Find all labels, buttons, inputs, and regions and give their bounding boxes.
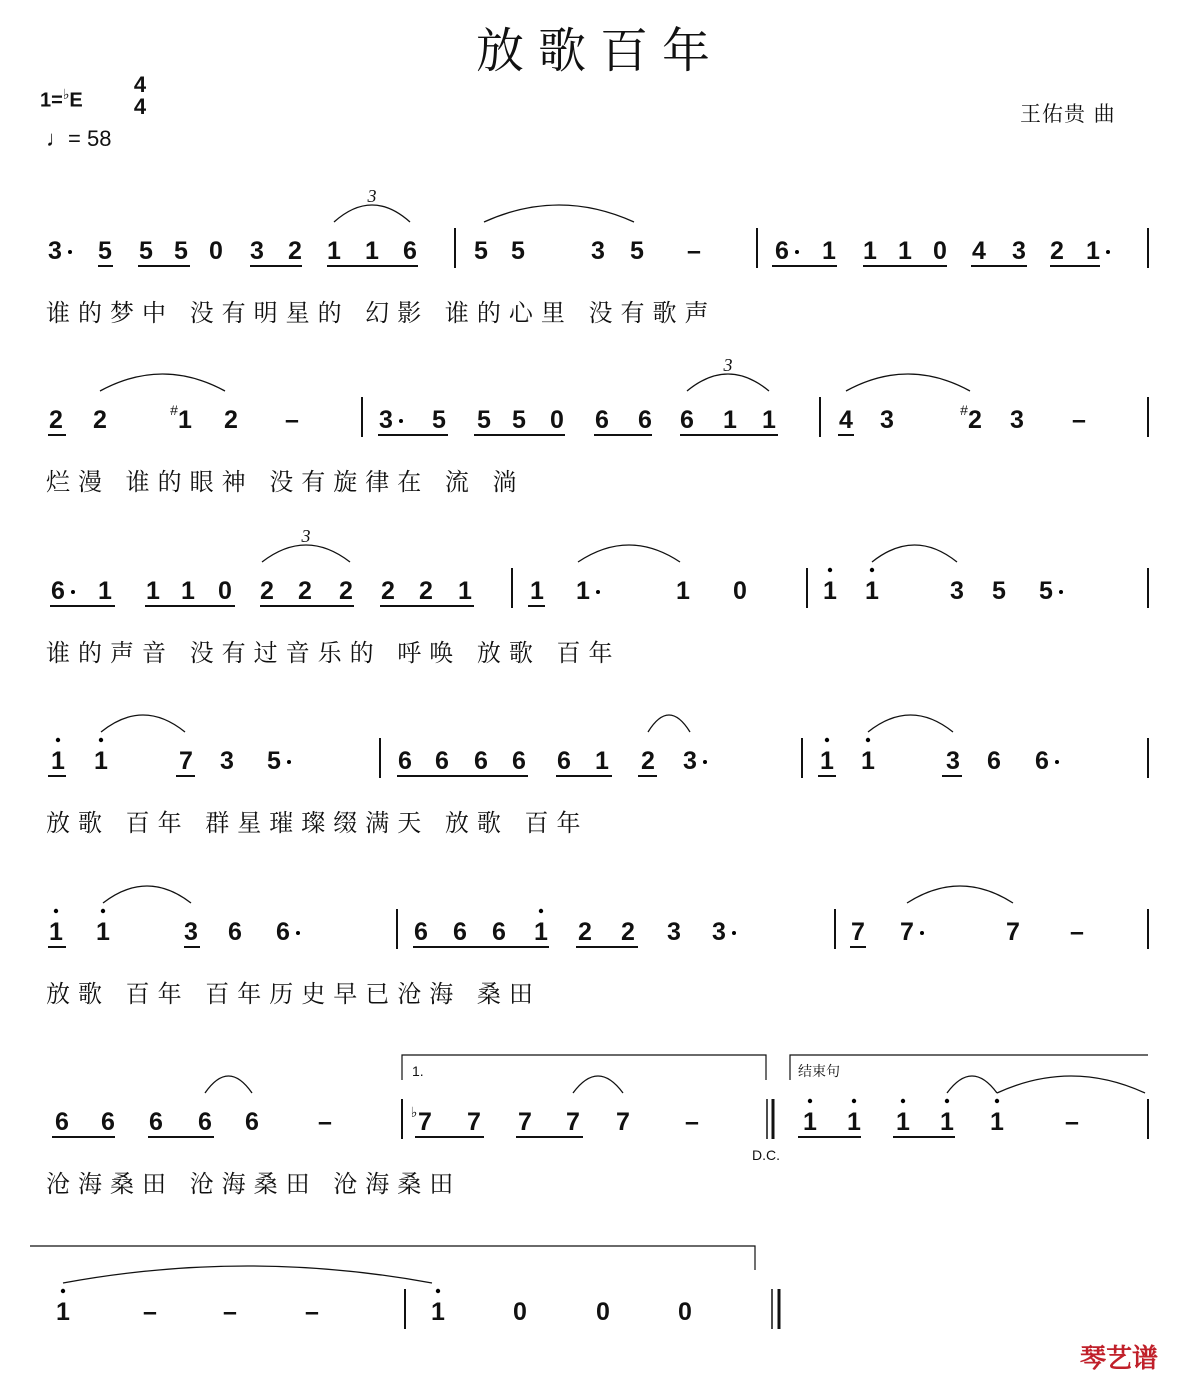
note-4-12: 3 xyxy=(712,918,726,946)
note-2-13: 1 xyxy=(676,577,690,605)
slur xyxy=(63,1266,432,1283)
augmentation-dot xyxy=(920,931,924,935)
high-octave-dot xyxy=(825,738,829,742)
note-1-18: 3 xyxy=(1010,406,1024,434)
note-1-7: 5 xyxy=(477,406,491,434)
flat-icon: ♭ xyxy=(62,86,70,102)
tuplet-number: 3 xyxy=(301,526,311,546)
note-0-10: 5 xyxy=(474,237,488,265)
lyrics-line-4: 放歌 百年 百年历史早已沧海 桑田 xyxy=(46,980,541,1008)
note-6-6: 0 xyxy=(596,1298,610,1326)
slur xyxy=(334,205,410,222)
note-0-20: 4 xyxy=(972,237,986,265)
note-6-5: 0 xyxy=(513,1298,527,1326)
note-3-5: 6 xyxy=(398,747,412,775)
note-4-10: 2 xyxy=(621,918,635,946)
note-5-12: 1 xyxy=(803,1108,817,1136)
augmentation-dot xyxy=(399,419,403,423)
note-1-4: – xyxy=(285,406,299,434)
slur xyxy=(101,715,185,732)
note-4-4: 6 xyxy=(276,918,290,946)
note-6-1: – xyxy=(143,1298,157,1326)
high-octave-dot xyxy=(870,568,874,572)
note-0-14: – xyxy=(687,237,701,265)
note-5-14: 1 xyxy=(896,1108,910,1136)
note-5-5: – xyxy=(318,1108,332,1136)
volta1-label: 1. xyxy=(412,1063,424,1079)
high-octave-dot xyxy=(828,568,832,572)
note-4-16: – xyxy=(1070,918,1084,946)
note-2-14: 0 xyxy=(733,577,747,605)
note-0-4: 0 xyxy=(209,237,223,265)
note-5-16: 1 xyxy=(990,1108,1004,1136)
high-octave-dot xyxy=(54,909,58,913)
note-2-4: 0 xyxy=(218,577,232,605)
note-0-23: 1 xyxy=(1086,237,1100,265)
note-1-1: 2 xyxy=(93,406,107,434)
note-0-12: 3 xyxy=(591,237,605,265)
note-0-11: 5 xyxy=(511,237,525,265)
note-2-15: 1 xyxy=(823,577,837,605)
key-prefix: 1= xyxy=(40,89,63,112)
note-0-9: 6 xyxy=(403,237,417,265)
note-1-11: 6 xyxy=(638,406,652,434)
note-3-11: 2 xyxy=(641,747,655,775)
note-2-16: 1 xyxy=(865,577,879,605)
note-4-9: 2 xyxy=(578,918,592,946)
volta-bracket-continued xyxy=(30,1246,755,1270)
note-4-7: 6 xyxy=(492,918,506,946)
note-0-21: 3 xyxy=(1012,237,1026,265)
note-1-9: 0 xyxy=(550,406,564,434)
note-1-15: 4 xyxy=(839,406,853,434)
note-5-11: – xyxy=(685,1108,699,1136)
note-0-17: 1 xyxy=(863,237,877,265)
note-0-18: 1 xyxy=(898,237,912,265)
flat-icon: ♭ xyxy=(410,1104,418,1120)
note-2-5: 2 xyxy=(260,577,274,605)
slur xyxy=(103,886,191,903)
slur xyxy=(846,374,970,391)
slur xyxy=(868,715,953,732)
note-4-3: 6 xyxy=(228,918,242,946)
note-3-1: 1 xyxy=(94,747,108,775)
note-2-2: 1 xyxy=(146,577,160,605)
note-3-2: 7 xyxy=(179,747,193,775)
note-2-6: 2 xyxy=(298,577,312,605)
high-octave-dot xyxy=(901,1099,905,1103)
augmentation-dot xyxy=(68,250,72,254)
note-1-2: 1 xyxy=(178,406,192,434)
note-0-22: 2 xyxy=(1050,237,1064,265)
note-0-15: 6 xyxy=(775,237,789,265)
note-3-8: 6 xyxy=(512,747,526,775)
high-octave-dot xyxy=(101,909,105,913)
lyrics-line-0: 谁的梦中 没有明星的 幻影 谁的心里 没有歌声 xyxy=(46,299,717,327)
augmentation-dot xyxy=(795,250,799,254)
note-6-7: 0 xyxy=(678,1298,692,1326)
note-1-3: 2 xyxy=(224,406,238,434)
composer-credit: 王佑贵 曲 xyxy=(1020,102,1116,126)
augmentation-dot xyxy=(1055,760,1059,764)
note-3-10: 1 xyxy=(595,747,609,775)
note-3-4: 5 xyxy=(267,747,281,775)
high-octave-dot xyxy=(945,1099,949,1103)
note-0-7: 1 xyxy=(327,237,341,265)
note-2-11: 1 xyxy=(530,577,544,605)
note-4-15: 7 xyxy=(1006,918,1020,946)
note-1-10: 6 xyxy=(595,406,609,434)
note-3-13: 1 xyxy=(820,747,834,775)
augmentation-dot xyxy=(732,931,736,935)
note-1-17: 2 xyxy=(968,406,982,434)
note-4-0: 1 xyxy=(49,918,63,946)
note-3-16: 6 xyxy=(987,747,1001,775)
note-3-15: 3 xyxy=(946,747,960,775)
note-2-8: 2 xyxy=(381,577,395,605)
note-0-19: 0 xyxy=(933,237,947,265)
slur xyxy=(648,715,690,732)
note-2-0: 6 xyxy=(51,577,65,605)
note-3-17: 6 xyxy=(1035,747,1049,775)
note-1-0: 2 xyxy=(49,406,63,434)
note-5-15: 1 xyxy=(940,1108,954,1136)
note-4-13: 7 xyxy=(851,918,865,946)
slur xyxy=(872,545,957,562)
augmentation-dot xyxy=(71,590,75,594)
slur xyxy=(573,1076,623,1093)
tempo-value: = 58 xyxy=(68,126,112,151)
note-0-5: 3 xyxy=(250,237,264,265)
note-5-8: 7 xyxy=(518,1108,532,1136)
augmentation-dot xyxy=(596,590,600,594)
note-1-12: 6 xyxy=(680,406,694,434)
slur xyxy=(578,545,680,562)
high-octave-dot xyxy=(539,909,543,913)
note-2-18: 5 xyxy=(992,577,1006,605)
note-5-9: 7 xyxy=(566,1108,580,1136)
high-octave-dot xyxy=(436,1289,440,1293)
note-1-6: 5 xyxy=(432,406,446,434)
note-0-1: 5 xyxy=(98,237,112,265)
slur xyxy=(262,545,350,562)
note-3-3: 3 xyxy=(220,747,234,775)
high-octave-dot xyxy=(99,738,103,742)
note-2-19: 5 xyxy=(1039,577,1053,605)
slur xyxy=(100,374,225,391)
lyrics-line-1: 烂漫 谁的眼神 没有旋律在 流 淌 xyxy=(46,468,525,496)
note-5-3: 6 xyxy=(198,1108,212,1136)
note-4-11: 3 xyxy=(667,918,681,946)
note-0-16: 1 xyxy=(822,237,836,265)
sharp-icon: # xyxy=(960,402,968,418)
note-2-10: 1 xyxy=(458,577,472,605)
note-2-9: 2 xyxy=(419,577,433,605)
dc-mark: D.C. xyxy=(752,1147,780,1163)
note-5-6: 7 xyxy=(418,1108,432,1136)
note-4-1: 1 xyxy=(96,918,110,946)
note-3-6: 6 xyxy=(435,747,449,775)
note-2-3: 1 xyxy=(181,577,195,605)
tuplet-number: 3 xyxy=(723,355,733,375)
note-6-4: 1 xyxy=(431,1298,445,1326)
note-3-9: 6 xyxy=(557,747,571,775)
note-1-13: 1 xyxy=(723,406,737,434)
note-3-0: 1 xyxy=(51,747,65,775)
note-6-2: – xyxy=(223,1298,237,1326)
high-octave-dot xyxy=(808,1099,812,1103)
note-5-7: 7 xyxy=(467,1108,481,1136)
time-signature-bottom: 4 xyxy=(133,94,147,119)
note-4-6: 6 xyxy=(453,918,467,946)
sharp-icon: # xyxy=(170,402,178,418)
note-5-1: 6 xyxy=(101,1108,115,1136)
note-2-7: 2 xyxy=(339,577,353,605)
note-4-5: 6 xyxy=(414,918,428,946)
note-2-12: 1 xyxy=(576,577,590,605)
note-0-8: 1 xyxy=(365,237,379,265)
quarter-note-icon: ♩ xyxy=(46,126,68,151)
note-0-0: 3 xyxy=(48,237,62,265)
site-logo: 琴艺谱 xyxy=(1080,1344,1159,1374)
augmentation-dot xyxy=(287,760,291,764)
note-3-7: 6 xyxy=(474,747,488,775)
note-5-13: 1 xyxy=(847,1108,861,1136)
time-signature-top: 4 xyxy=(133,72,147,97)
augmentation-dot xyxy=(1106,250,1110,254)
note-3-12: 3 xyxy=(683,747,697,775)
note-1-19: – xyxy=(1072,406,1086,434)
high-octave-dot xyxy=(61,1289,65,1293)
slur xyxy=(484,205,634,222)
lyrics-line-5: 沧海桑田 沧海桑田 沧海桑田 xyxy=(46,1170,462,1198)
note-0-6: 2 xyxy=(288,237,302,265)
note-1-5: 3 xyxy=(379,406,393,434)
note-4-8: 1 xyxy=(534,918,548,946)
high-octave-dot xyxy=(995,1099,999,1103)
lyrics-line-2: 谁的声音 没有过音乐的 呼唤 放歌 百年 xyxy=(46,639,621,667)
augmentation-dot xyxy=(1059,590,1063,594)
note-1-14: 1 xyxy=(762,406,776,434)
note-2-17: 3 xyxy=(950,577,964,605)
note-5-4: 6 xyxy=(245,1108,259,1136)
note-0-3: 5 xyxy=(174,237,188,265)
note-4-14: 7 xyxy=(900,918,914,946)
note-5-10: 7 xyxy=(616,1108,630,1136)
note-2-1: 1 xyxy=(98,577,112,605)
tuplet-number: 3 xyxy=(367,186,377,206)
note-0-2: 5 xyxy=(139,237,153,265)
note-3-14: 1 xyxy=(861,747,875,775)
slur xyxy=(687,374,769,391)
high-octave-dot xyxy=(56,738,60,742)
slur xyxy=(997,1076,1145,1093)
note-4-2: 3 xyxy=(184,918,198,946)
slur xyxy=(947,1076,997,1093)
high-octave-dot xyxy=(866,738,870,742)
slur xyxy=(907,886,1013,903)
note-1-16: 3 xyxy=(880,406,894,434)
song-title: 放歌百年 xyxy=(475,23,724,79)
note-1-8: 5 xyxy=(512,406,526,434)
note-5-0: 6 xyxy=(55,1108,69,1136)
key-note: E xyxy=(69,89,83,112)
note-5-2: 6 xyxy=(149,1108,163,1136)
note-6-0: 1 xyxy=(56,1298,70,1326)
note-0-13: 5 xyxy=(630,237,644,265)
note-6-3: – xyxy=(305,1298,319,1326)
note-5-17: – xyxy=(1065,1108,1079,1136)
augmentation-dot xyxy=(296,931,300,935)
augmentation-dot xyxy=(703,760,707,764)
ending-label: 结束句 xyxy=(798,1063,840,1079)
lyrics-line-3: 放歌 百年 群星璀璨缀满天 放歌 百年 xyxy=(46,809,589,837)
slur xyxy=(205,1076,252,1093)
high-octave-dot xyxy=(852,1099,856,1103)
volta-bracket-1 xyxy=(402,1055,766,1080)
